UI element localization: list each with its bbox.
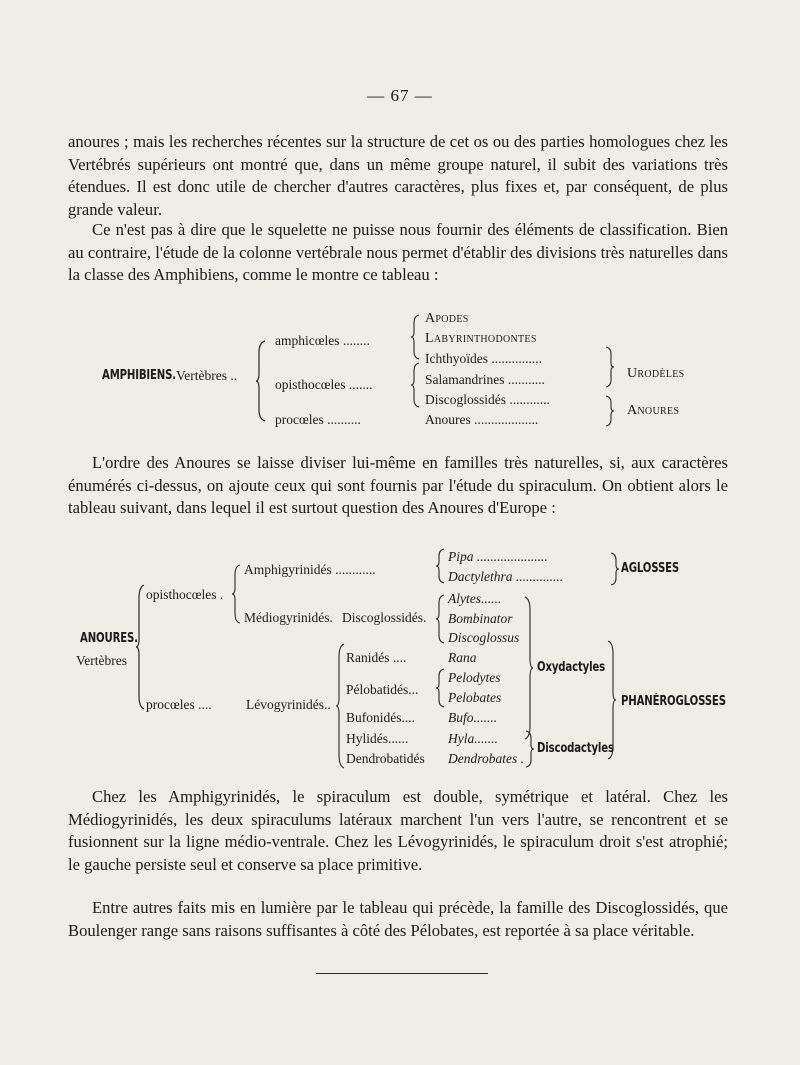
- urodeles-label: Urodèles: [627, 366, 685, 381]
- levogyrinides-label: Lévogyrinidés..: [246, 697, 331, 712]
- brace-urodeles: [605, 346, 615, 388]
- brace-vertebrae-2: [136, 584, 146, 710]
- anoures-group-label: Anoures: [627, 403, 680, 418]
- opisthocoeles-label: opisthocœles .......: [275, 377, 373, 392]
- pelobates-label: Pelobates: [448, 690, 502, 705]
- brace-opisthocoeles-2: [232, 564, 242, 624]
- discoglossides-family-label: Discoglossidés.: [342, 610, 427, 625]
- aglosses-label: AGLOSSES: [621, 561, 680, 576]
- amphicoeles-label: amphicœles ........: [275, 333, 370, 348]
- phaneroglosses-label: PHANÉROGLOSSES: [621, 694, 726, 709]
- dendrobatides-label: Dendrobatidés: [346, 751, 425, 766]
- discoglossus-label: Discoglossus: [448, 630, 520, 645]
- hyla-label: Hyla.......: [448, 731, 498, 746]
- brace-anoures-group: [605, 395, 615, 427]
- paragraph-3: L'ordre des Anoures se laisse diviser lui-même en familles très naturelles, si, aux caractères énumérés ci-dessus, on ajoute ceux qui sont fournis par l'étude du spiraculum. On obtient alors le tableau suivant, dans lequel il est surtout question des Anoures d'Europe :: [68, 453, 728, 517]
- brace-amphigyrinides: [436, 548, 446, 584]
- dendrobates-label: Dendrobates .: [448, 751, 524, 766]
- opisthocoeles-label-2: opisthocœles .: [146, 587, 224, 602]
- page-number: — 67 —: [367, 86, 433, 105]
- end-rule: [316, 973, 488, 974]
- anoures-row-label: Anoures ...................: [425, 412, 539, 427]
- brace-pelobatides: [436, 668, 446, 708]
- paragraph-2: Ce n'est pas à dire que le squelette ne puisse nous fournir des éléments de classification. Bien au contraire, l'étude de la colonne vertébrale nous permet d'établir des divisions très naturelles dans la classe des Amphibiens, comme le montre ce tableau :: [68, 220, 728, 284]
- pelodytes-label: Pelodytes: [448, 670, 501, 685]
- vertebrae-label-2: Vertèbres: [76, 653, 127, 668]
- labyrinthodontes-label: Labyrinthodontes: [425, 331, 537, 346]
- bufonides-label: Bufonidés....: [346, 710, 415, 725]
- brace-discodactyles: [525, 730, 535, 768]
- alytes-label: Alytes......: [448, 591, 502, 606]
- brace-aglosses: [610, 552, 620, 586]
- pelobatides-label: Pélobatidés...: [346, 682, 419, 697]
- anoures-order-label: ANOURES.: [80, 631, 138, 646]
- brace-amphicoeles: [411, 314, 421, 360]
- procoeles-label: procœles ..........: [275, 412, 361, 427]
- brace-vertebrae: [256, 340, 268, 422]
- discoglossides-label: Discoglossidés ............: [425, 392, 550, 407]
- hylides-label: Hylidés......: [346, 731, 409, 746]
- bombinator-label: Bombinator: [448, 611, 513, 626]
- oxydactyles-label: Oxydactyles: [537, 660, 606, 675]
- discodactyles-label: Discodactyles: [537, 741, 614, 756]
- amphigyrinides-label: Amphigyrinidés ............: [244, 562, 376, 577]
- dactylethra-label: Dactylethra ..............: [448, 569, 564, 584]
- paragraph-5: Entre autres faits mis en lumière par le tableau qui précède, la famille des Discoglossidés, que Boulenger range sans raisons suffisantes à côté des Pélobates, est reportée à sa place véritable.: [68, 898, 728, 940]
- ranides-label: Ranidés ....: [346, 650, 407, 665]
- rana-label: Rana: [448, 650, 477, 665]
- pipa-label: Pipa .....................: [448, 549, 548, 564]
- vertebrae-label: Vertèbres ..: [176, 368, 238, 383]
- mediogyrinides-label: Médiogyrinidés.: [244, 610, 333, 625]
- salamandrines-label: Salamandrines ...........: [425, 372, 545, 387]
- brace-levogyrinides: [336, 643, 346, 769]
- apodes-label: Apodes: [425, 311, 469, 326]
- procoeles-label-2: procœles ....: [146, 697, 212, 712]
- ichthyoides-label: Ichthyoïdes ...............: [425, 351, 542, 366]
- brace-oxydactyles: [524, 596, 534, 740]
- paragraph-4: Chez les Amphigyrinidés, le spiraculum est double, symétrique et latéral. Chez les Médiogyrinidés, les deux spiraculums latéraux marchent l'un vers l'autre, se rencontrent et se fusionnent sur la ligne médio-ventrale. Chez les Lévogyrinidés, le spiraculum droit s'est atrophié; le gauche persiste seul et conserve sa place primitive.: [68, 787, 728, 874]
- bufo-label: Bufo.......: [448, 710, 498, 725]
- amphibiens-label: AMPHIBIENS.: [102, 368, 176, 383]
- paragraph-1: anoures ; mais les recherches récentes sur la structure de cet os ou des parties homologues chez les Vertébrés supérieurs ont montré que, dans un même groupe naturel, il subit des variations très étendues. Il est donc utile de chercher d'autres caractères, plus fixes et, par conséquent, de plus grande valeur.: [68, 132, 728, 219]
- brace-opisthocoeles: [411, 362, 421, 408]
- brace-discoglossides: [436, 594, 446, 644]
